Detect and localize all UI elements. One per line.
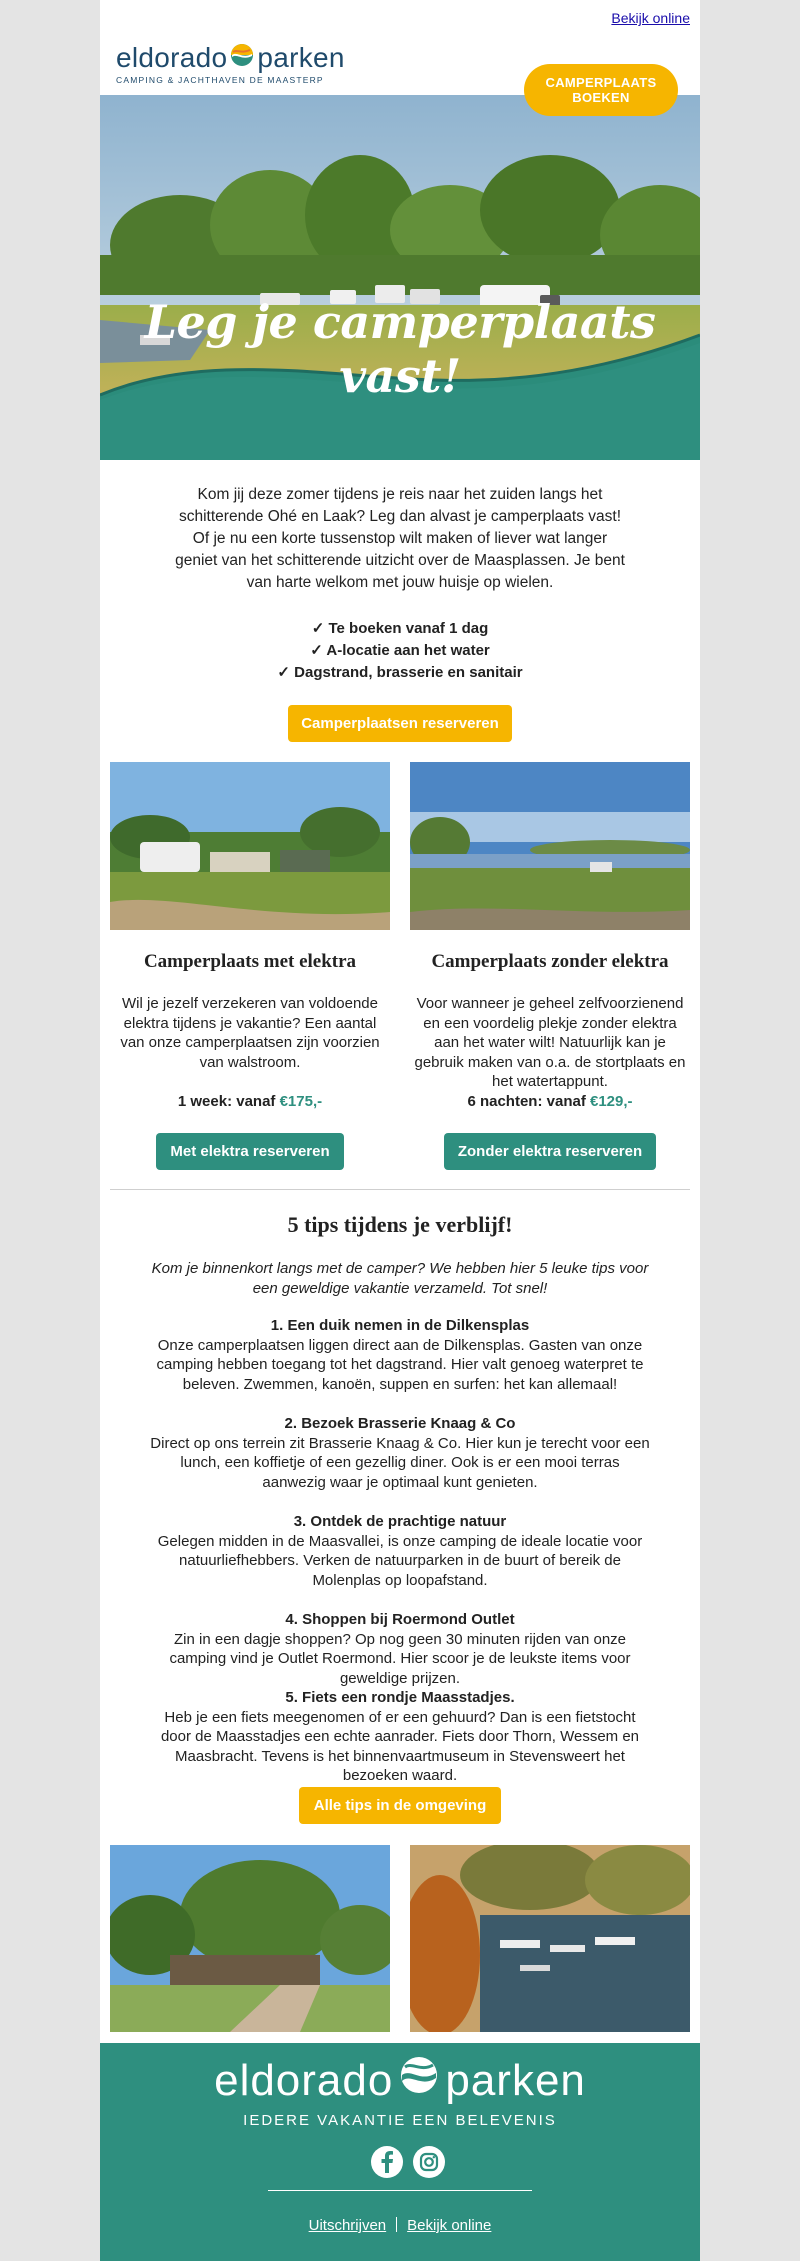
zonder-elektra-reserveren-button[interactable]: Zonder elektra reserveren xyxy=(444,1133,656,1170)
usp-item: ✓ A-locatie aan het water xyxy=(310,642,490,659)
tip-item: 5. Fiets een rondje Maasstadjes. Heb je een fiets meegenomen of er een gehuurd? Dan is een fietstocht door de Maasstadjes een echte aanrader. Fiets door Thorn, Wessem en Maasbracht. Tevens is het binnenvaartmuseum in Stevensweert het bezoeken waard. xyxy=(160,1689,640,1784)
hero-photo xyxy=(100,95,700,460)
eldorado-logo[interactable] xyxy=(116,42,345,85)
option-title: Camperplaats zonder elektra xyxy=(431,951,669,972)
footer-divider xyxy=(268,2190,532,2191)
reserve-camperplaatsen-button[interactable]: Camperplaatsen reserveren xyxy=(288,705,512,742)
tip-item: 1. Een duik nemen in de Dilkensplas Onze camperplaatsen liggen direct aan de Dilkensplas. Gasten van onze camping hebben toegang tot het dagstrand. Hier valt genoeg waterpret te beleven. Zwemmen, kanoën, suppen en surfen: het kan allemaal! xyxy=(156,1317,644,1393)
footer-logo-left: eldorado xyxy=(214,2055,394,2105)
logo-text-right: parken xyxy=(257,42,345,73)
footer-slogan: IEDERE VAKANTIE EEN BELEVENIS xyxy=(243,2112,557,2129)
unsubscribe-link[interactable]: Uitschrijven xyxy=(308,2217,387,2234)
option-text: Voor wanneer je geheel zelfvoorzienend en een voordelig plekje zonder elektra aan het water wilt! Natuurlijk kan je gebruik maken van o.a. de stortplaats en het watertappunt. xyxy=(414,995,686,1090)
photo-jachthaven xyxy=(410,1845,690,2032)
instagram-icon[interactable] xyxy=(413,2146,445,2178)
section-divider xyxy=(110,1189,690,1190)
top-bar xyxy=(100,0,700,38)
footer xyxy=(100,2043,700,2261)
tip-item: 3. Ontdek de prachtige natuur Gelegen midden in de Maasvallei, is onze camping de ideale locatie voor natuurliefhebbers. Verken de natuurparken in de buurt of bereik de Molenplas op loopafstand. xyxy=(157,1513,643,1589)
footer-logo[interactable] xyxy=(100,2055,700,2106)
alle-tips-button[interactable]: Alle tips in de omgeving xyxy=(299,1787,501,1824)
view-online-link[interactable]: Bekijk online xyxy=(611,10,690,26)
option-price: 1 week: vanaf €175,- xyxy=(177,1093,323,1110)
logo-text-left: eldorado xyxy=(116,42,228,73)
tips-title: 5 tips tijdens je verblijf! xyxy=(287,1212,513,1237)
option-price: 6 nachten: vanaf €129,- xyxy=(467,1093,633,1110)
tips-intro: Kom je binnenkort langs met de camper? We hebben hier 5 leuke tips voor een geweldige vakantie verzameld. Tot snel! xyxy=(151,1260,649,1297)
tip-item: 4. Shoppen bij Roermond Outlet Zin in een dagje shoppen? Op nog geen 30 minuten rijden van onze camping vind je Outlet Roermond. Hier scoor je de leukste items voor geweldige prijzen. xyxy=(169,1611,631,1687)
logo-subtitle: CAMPING & JACHTHAVEN DE MAASTERP xyxy=(116,75,324,85)
hero-banner xyxy=(100,95,700,460)
usp-list xyxy=(100,618,700,684)
check-icon: ✓ xyxy=(277,664,295,681)
facebook-icon[interactable] xyxy=(371,2146,403,2178)
met-elektra-reserveren-button[interactable]: Met elektra reserveren xyxy=(156,1133,344,1170)
photo-brasserie xyxy=(110,1845,390,2032)
footer-links xyxy=(100,2217,700,2234)
option-text: Wil je jezelf verzekeren van voldoende elektra tijdens je vakantie? Een aantal van onze camperplaatsen zijn voorzien van walstroom. xyxy=(120,995,380,1071)
footer-logo-mark-icon xyxy=(399,2055,439,2106)
book-camperplaats-button[interactable] xyxy=(524,64,678,116)
photo-met-elektra xyxy=(110,762,390,930)
usp-item: ✓ Te boeken vanaf 1 dag xyxy=(311,620,489,637)
footer-logo-right: parken xyxy=(445,2055,586,2105)
photo-zonder-elektra xyxy=(410,762,690,930)
option-title: Camperplaats met elektra xyxy=(143,951,357,972)
check-icon: ✓ xyxy=(310,642,327,659)
link-separator xyxy=(396,2217,397,2232)
hero-title: Leg je camperplaats vast! xyxy=(144,295,656,403)
email-body xyxy=(100,0,700,2261)
footer-view-online-link[interactable]: Bekijk online xyxy=(407,2217,492,2234)
intro-text: Kom jij deze zomer tijdens je reis naar het zuiden langs het schitterende Ohé en Laak? Leg dan alvast je camperplaats vast! Of je nu een korte tussenstop wilt maken of liever wat langer geniet van het schitterende uitzicht over de Maasplassen. Je bent van harte welkom met jouw huisje op wielen. xyxy=(175,486,625,591)
logo-mark-icon xyxy=(230,42,254,74)
tip-item: 2. Bezoek Brasserie Knaag & Co Direct op ons terrein zit Brasserie Knaag & Co. Hier kun je terecht voor een lunch, een koffietje of een gezellig diner. Ook is er een mooi terras aanwezig waar je optimaal kunt genieten. xyxy=(150,1415,650,1491)
book-button-line2: BOEKEN xyxy=(572,90,630,105)
usp-item: ✓ Dagstrand, brasserie en sanitair xyxy=(277,664,523,681)
check-icon: ✓ xyxy=(311,620,329,637)
book-button-line1: CAMPERPLAATS xyxy=(545,75,657,90)
